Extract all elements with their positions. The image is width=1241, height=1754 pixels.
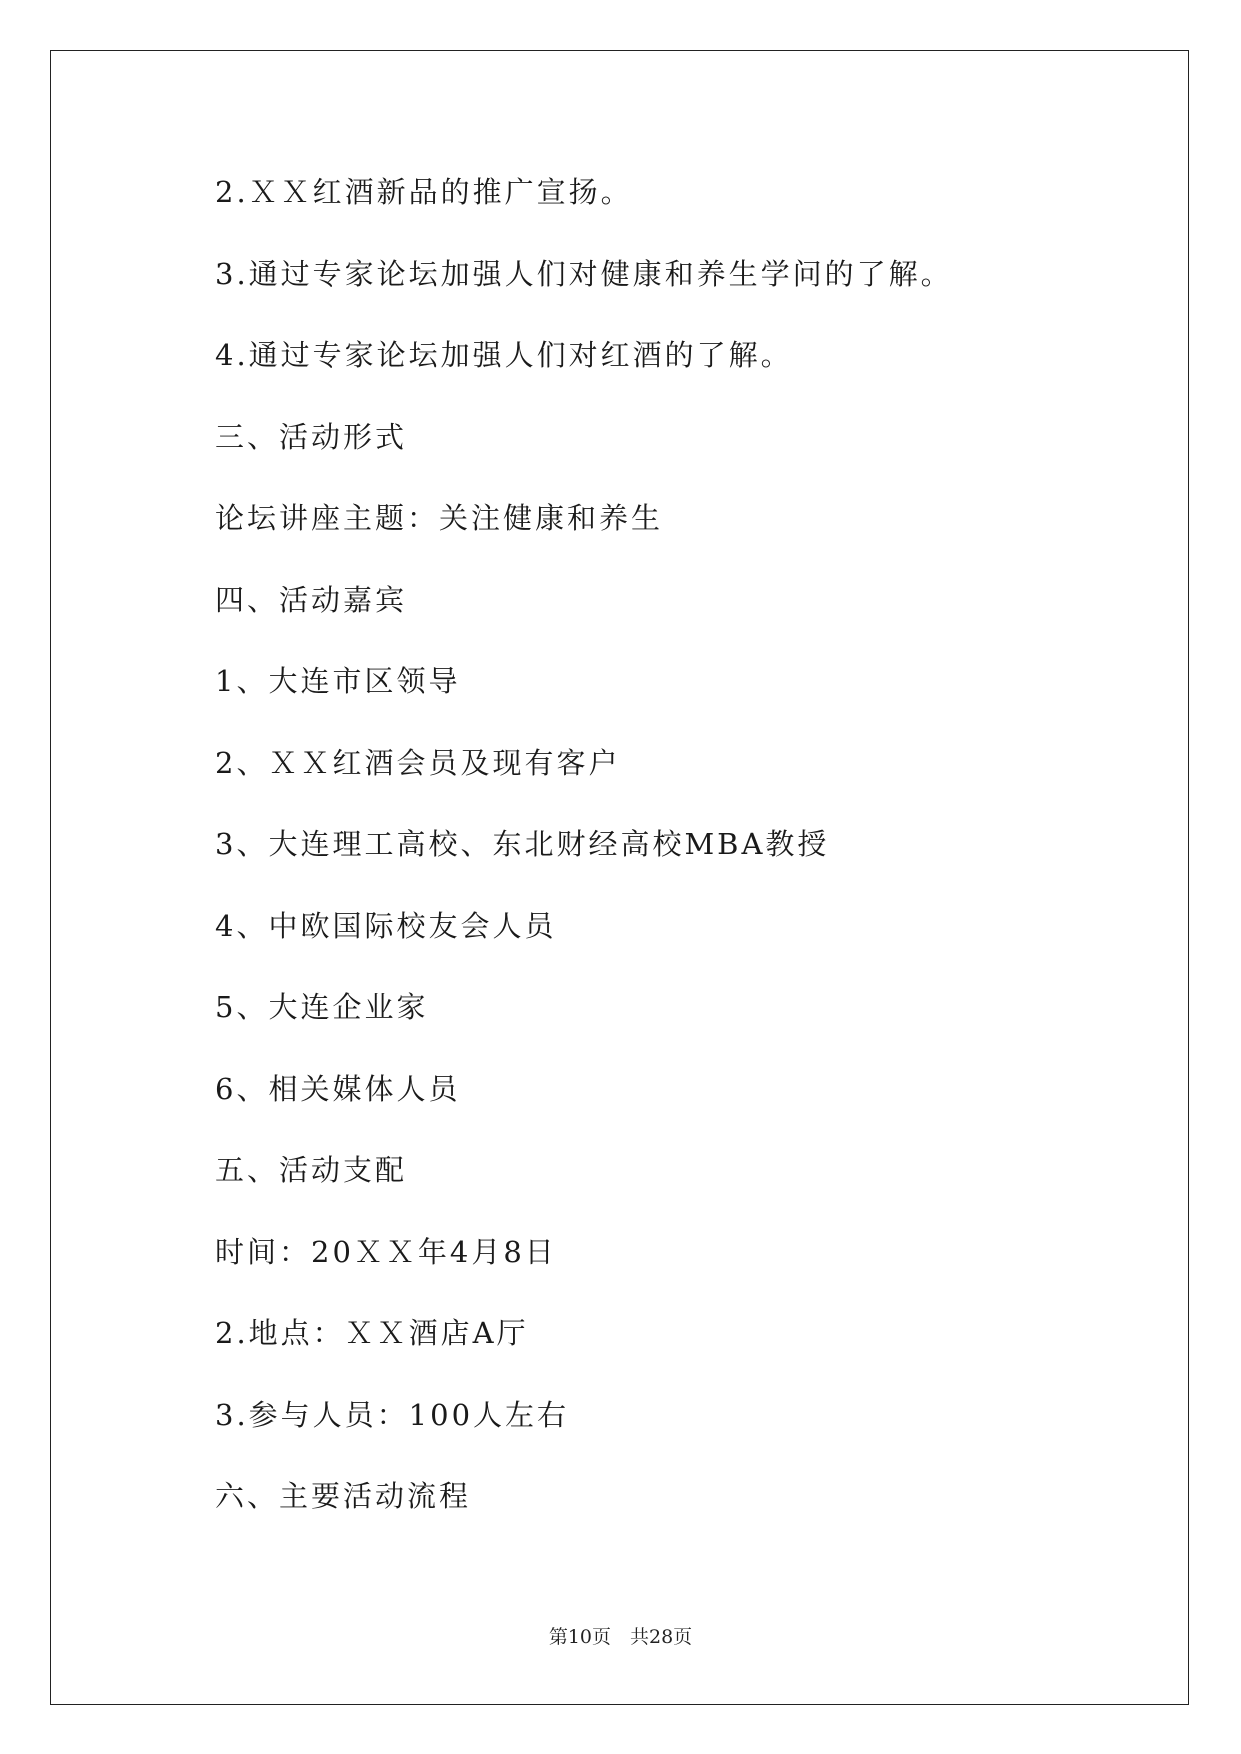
list-item: 5、大连企业家 bbox=[215, 990, 429, 1024]
section-heading: 三、活动形式 bbox=[215, 419, 408, 454]
text-line: 2.地点：ＸＸ酒店A厅 bbox=[215, 1316, 529, 1350]
list-item: 6、相关媒体人员 bbox=[215, 1071, 461, 1106]
list-item: 2、ＸＸ红酒会员及现有客户 bbox=[215, 745, 621, 780]
list-item: 3、大连理工高校、东北财经高校MBA教授 bbox=[215, 827, 830, 861]
document-body bbox=[215, 168, 1115, 1554]
page-number: 第10页 共28页 bbox=[548, 1626, 693, 1648]
text-line: 3.参与人员：100人左右 bbox=[215, 1397, 570, 1432]
list-item: 4、中欧国际校友会人员 bbox=[215, 908, 557, 943]
text-line: 2.ＸＸ红酒新品的推广宣扬。 bbox=[215, 175, 633, 209]
section-heading: 五、活动支配 bbox=[215, 1153, 408, 1187]
text-line: 时间：20ＸＸ年4月8日 bbox=[215, 1234, 557, 1269]
list-item: 1、大连市区领导 bbox=[215, 664, 461, 698]
text-line: 3.通过专家论坛加强人们对健康和养生学问的了解。 bbox=[215, 256, 953, 291]
section-heading: 四、活动嘉宾 bbox=[215, 582, 408, 617]
section-heading: 六、主要活动流程 bbox=[215, 1479, 472, 1513]
text-line: 4.通过专家论坛加强人们对红酒的了解。 bbox=[215, 338, 793, 372]
page-footer bbox=[0, 1624, 1241, 1650]
text-line: 论坛讲座主题：关注健康和养生 bbox=[215, 501, 664, 535]
